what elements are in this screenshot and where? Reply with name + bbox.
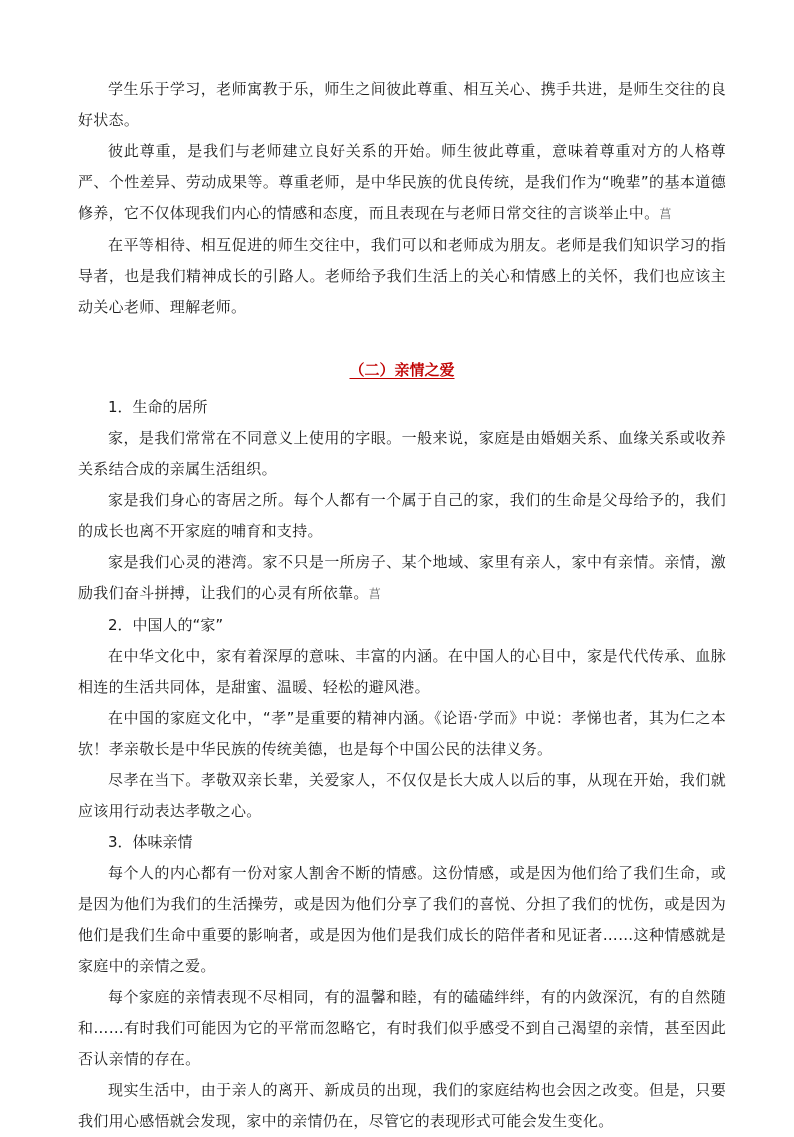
intro-paragraph-2-text: 彼此尊重，是我们与老师建立良好关系的开始。师生彼此尊重，意味着尊重对方的人格尊严、个性差异、劳动成果等。尊重老师，是中华民族的优良传统，是我们作为“晚辈”的基本道德修养，它不仅体现我们内心的情感和态度，而且表现在与老师日常交往的言谈举止中。 bbox=[78, 142, 726, 222]
part1-paragraph-2: 家是我们身心的寄居之所。每个人都有一个属于自己的家，我们的生命是父母给予的，我们的成长也离不开家庭的哺育和支持。 bbox=[78, 491, 726, 540]
part2-paragraph-1: 在中华文化中，家有着深厚的意味、丰富的内涵。在中国人的心目中，家是代代传承、血脉相连的生活共同体，是甜蜜、温暖、轻松的避风港。 bbox=[78, 647, 726, 696]
section-title: （二）亲情之爱 bbox=[349, 361, 455, 379]
part1-paragraph-3-text: 家是我们心灵的港湾。家不只是一所房子、某个地域、家里有亲人，家中有亲情。亲情，激励我们奋斗拼搏，让我们的心灵有所依靠。 bbox=[78, 553, 726, 602]
part3-paragraph-2: 每个家庭的亲情表现不尽相同，有的温馨和睦，有的磕磕绊绊，有的内敛深沉，有的自然随和……有时我们可能因为它的平常而忽略它，有时我们似乎感受不到自己渴望的亲情，甚至因此否认亲情的存在。 bbox=[78, 988, 726, 1068]
watermark-glyph: 菖 bbox=[659, 207, 672, 221]
intro-paragraph-3: 在平等相待、相互促进的师生交往中，我们可以和老师成为朋友。老师是我们知识学习的指导者，也是我们精神成长的引路人。老师给予我们生活上的关心和情感上的关怀，我们也应该主动关心老师、理解老师。 bbox=[78, 236, 726, 316]
document-page bbox=[78, 74, 726, 1137]
part1-paragraph-1: 家，是我们常常在不同意义上使用的字眼。一般来说，家庭是由婚姻关系、血缘关系或收养关系结合成的亲属生活组织。 bbox=[78, 429, 726, 478]
part2-paragraph-3: 尽孝在当下。孝敬双亲长辈，关爱家人，不仅仅是长大成人以后的事，从现在开始，我们就应该用行动表达孝敬之心。 bbox=[78, 771, 726, 820]
subheading-1: 1．生命的居所 bbox=[108, 398, 208, 416]
part1-paragraph-3 bbox=[78, 547, 726, 610]
watermark-glyph: 菖 bbox=[368, 587, 382, 601]
part3-paragraph-1: 每个人的内心都有一份对家人割舍不断的情感。这份情感，或是因为他们给了我们生命，或是因为他们为我们的生活操劳，或是因为他们分享了我们的喜悦、分担了我们的忧伤，或是因为他们是我们生命中重要的影响者，或是因为他们是我们成长的陪伴者和见证者……这种情感就是家庭中的亲情之爱。 bbox=[78, 864, 726, 975]
intro-paragraph-1: 学生乐于学习，老师寓教于乐，师生之间彼此尊重、相互关心、携手共进，是师生交往的良好状态。 bbox=[78, 80, 726, 129]
subheading-2: 2．中国人的“家” bbox=[108, 616, 224, 634]
intro-paragraph-2 bbox=[78, 136, 726, 230]
section-title-container bbox=[78, 355, 726, 386]
part2-paragraph-2: 在中国的家庭文化中，“孝”是重要的精神内涵。《论语·学而》中说：孝悌也者，其为仁之本欤！孝亲敬长是中华民族的传统美德，也是每个中国公民的法律义务。 bbox=[78, 709, 726, 758]
part3-paragraph-3: 现实生活中，由于亲人的离开、新成员的出现，我们的家庭结构也会因之改变。但是，只要我们用心感悟就会发现，家中的亲情仍在，尽管它的表现形式可能会发生变化。 bbox=[78, 1081, 726, 1130]
subheading-3: 3．体味亲情 bbox=[108, 833, 193, 851]
